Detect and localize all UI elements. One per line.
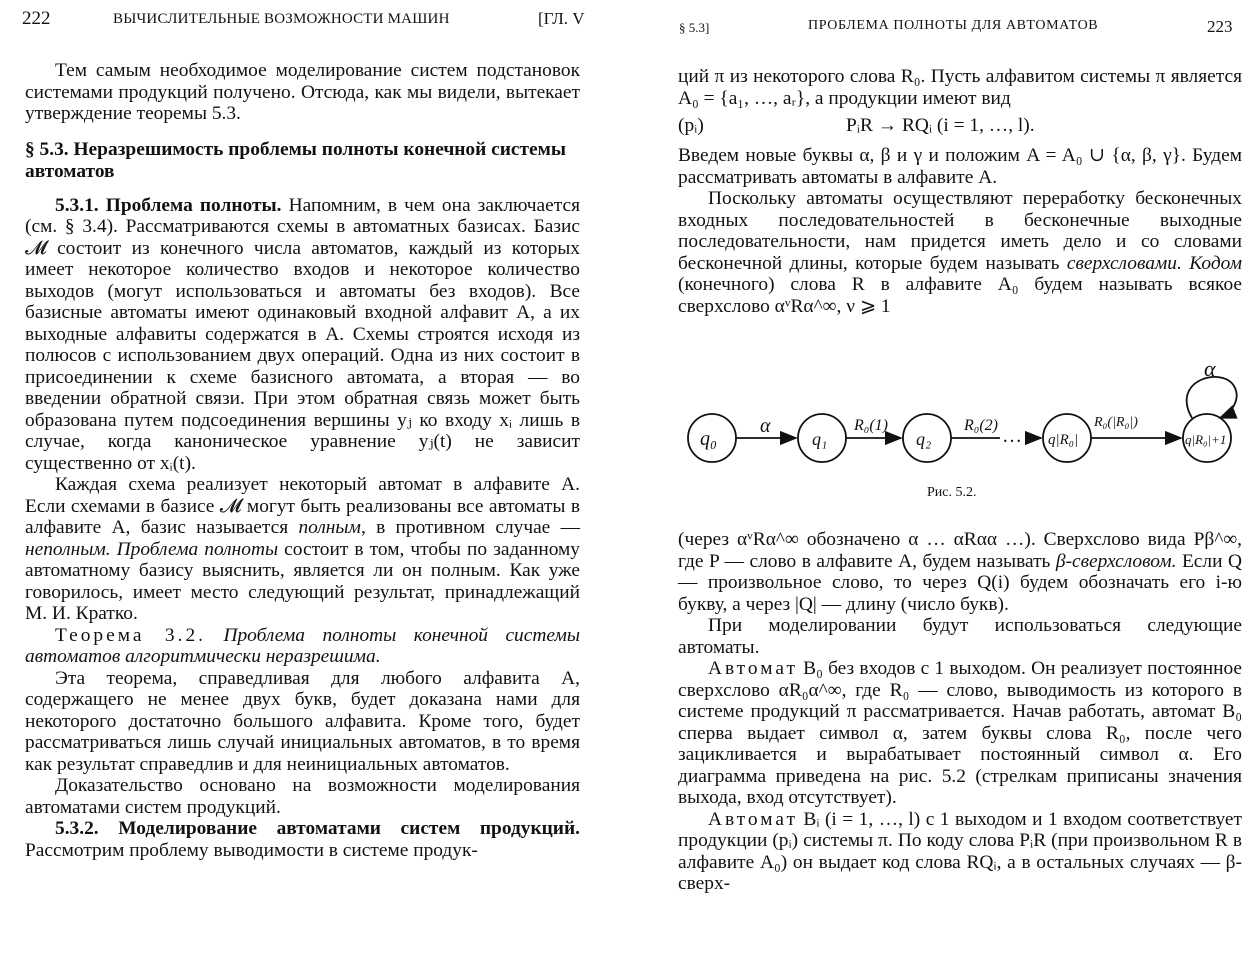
automaton-label: Автомат [708,658,798,679]
paragraph: Введем новые буквы α, β и γ и положим A = A₀ ∪ {α, β, γ}. Будем рассматривать автоматы в алфавите A. [678,145,1242,188]
paragraph [678,529,1242,615]
section-heading: § 5.3. Неразрешимость проблемы полноты конечной системы автоматов [25,138,567,182]
paragraph [25,474,580,625]
left-header [0,8,629,32]
self-loop [1187,377,1237,418]
theorem [25,625,580,668]
subsection-title: 5.3.1. Проблема полноты. [55,194,282,216]
theorem-label: Теорема 3.2. [55,624,206,646]
text: B₀ без входов с 1 выходом. Он реализует постоянное сверхслово αR₀α^∞, где R₀ — слово, выводимость из которого в системе продукций π рассматривается. Начав работать, автомат B₀ сперва выдает символ α, затем буквы слова R₀, после чего зацикливается и вырабатывает постоянный символ α. Его диаграмма приведена на рис. 5.2 (стрелкам приписаны значения выхода, вход отсутствует). [678,658,1242,808]
equation-label: (pᵢ) [678,115,704,136]
figure-caption: Рис. 5.2. [927,485,977,500]
text: состоит в том, чтобы по заданному автоматному базису выяснить, является ли он полным. Как уже говорилось, имеет место следующий результат, принадлежащий М. И. Кратко. [25,538,580,624]
paragraph: Эта теорема, справедливая для любого алфавита A, содержащего не менее двух букв, будет доказана нами для некоторого достаточно большого алфавита. Кроме того, будет рассматриваться лишь случай инициальных автоматов, в то время как результат справедлив и для неинициальных автоматов. [25,667,580,775]
right-text-bottom [678,529,1242,895]
automaton-diagram [682,358,1242,504]
paragraph: Доказательство основано на возможности моделирования автоматами систем продукций. [25,775,580,818]
right-header [629,8,1258,36]
running-title: ВЫЧИСЛИТЕЛЬНЫЕ ВОЗМОЖНОСТИ МАШИН [113,11,450,27]
term: полным [298,517,361,538]
automaton-label: Автомат [708,808,798,830]
term: β-сверхсловом. [1055,550,1177,572]
paragraph: При моделировании будут использоваться следующие автоматы. [678,615,1242,658]
state-label: q₂ [916,429,932,449]
left-text-column [25,60,580,861]
text: Bᵢ (i = 1, …, l) с 1 выходом и 1 входом соответствует продукции (pᵢ) системы π. По коду слова PᵢR (при произвольном R в алфавите A₀) он выдает код слова RQᵢ, а в остальных случаях — β-сверх- [678,808,1242,894]
text: Напомним, в чем она заключается (см. § 3.4). Рассматриваются схемы в автоматных базисах. Базис 𝓜 состоит из конечного числа автоматов, каждый из которых имеет некоторое количество входов и некоторое количество выходов (могут использоваться и автоматы без входов). Все базисные автоматы имеют одинаковый входной алфавит A, а их выходные алфавиты содержатся в A. Схемы строятся исходя из полюсов с использованием двух операций. Одна из них состоит в присоединении к схеме базисного автомата, а вторая — во введении обратной связи. При этом обратная связь может быть образована путем подсоединения вершины yⱼ ко входу xᵢ лишь в случае, когда каноническое уравнение yⱼ(t) не зависит существенно от xᵢ(t). [25,194,580,474]
paragraph [678,658,1242,809]
page-number: 222 [22,8,51,29]
running-title: ПРОБЛЕМА ПОЛНОТЫ ДЛЯ АВТОМАТОВ [808,18,1099,33]
ellipsis: … [1002,425,1022,447]
edge-label: R₀(2) [964,417,998,434]
state-label: q₀ [700,428,717,450]
text: , в противном случае — [360,517,580,538]
right-text-top [678,66,1242,317]
paragraph [25,195,580,475]
text: Если Q — произвольное слово, то через Q(i) будем обозначать его i-ю букву, а через |Q| — длину (число букв). [678,550,1242,615]
state-label: q₁ [812,429,828,449]
edge-label: R₀(1) [854,417,888,434]
term: сверхсловами. Кодом [1066,252,1242,274]
term: неполным. Проблема полноты [25,538,279,560]
text: (через αᵛRα^∞ обозначено α … αRαα …). Сверхслово вида Pβ^∞, где P — слово в алфавите A, будем называть [678,529,1242,572]
text: Рассмотрим проблему выводимости в системе продук- [25,839,478,861]
edge-label: α [760,415,771,437]
paragraph [678,809,1242,895]
loop-label: α [1204,358,1216,381]
page-number: 223 [1207,17,1233,36]
theorem-text: Проблема полноты конечной системы автоматов алгоритмически неразрешима. [25,624,580,667]
paragraph [678,188,1242,317]
section-ref: § 5.3] [679,20,710,35]
text: (конечного) слова R в алфавите A₀ будем называть всякое сверхслово αᵛRα^∞, ν ⩾ 1 [678,274,1242,317]
text: Каждая схема реализует некоторый автомат в алфавите A. Если схемами в базисе 𝓜 могут быть реализованы все автоматы в алфавите A, базис называется [25,474,580,538]
chapter-label: [ГЛ. V [538,9,585,28]
edge-label: R₀(|R₀|) [1094,415,1138,430]
state-label: q|R₀|+1 [1185,432,1227,447]
subsection-title: 5.3.2. Моделирование автоматами систем продукций. [55,818,580,839]
paragraph: ций π из некоторого слова R₀. Пусть алфавитом системы π является A₀ = {a₁, …, aᵣ}, а продукции имеют вид [678,66,1242,109]
paragraph: Тем самым необходимое моделирование систем подстановок системами продукций получено. Отсюда, как мы видели, вытекает утверждение теоремы 5.3. [25,60,580,124]
state-label: q|R₀| [1048,432,1079,448]
paragraph [25,818,580,861]
equation [678,115,1242,141]
text: Поскольку автоматы осуществляют переработку бесконечных входных последовательностей в бесконечные выходные последовательности, нам придется иметь дело и со словами бесконечной длины, которые будем называть [678,188,1242,274]
equation-body: PᵢR → RQᵢ (i = 1, …, l). [846,115,1035,136]
